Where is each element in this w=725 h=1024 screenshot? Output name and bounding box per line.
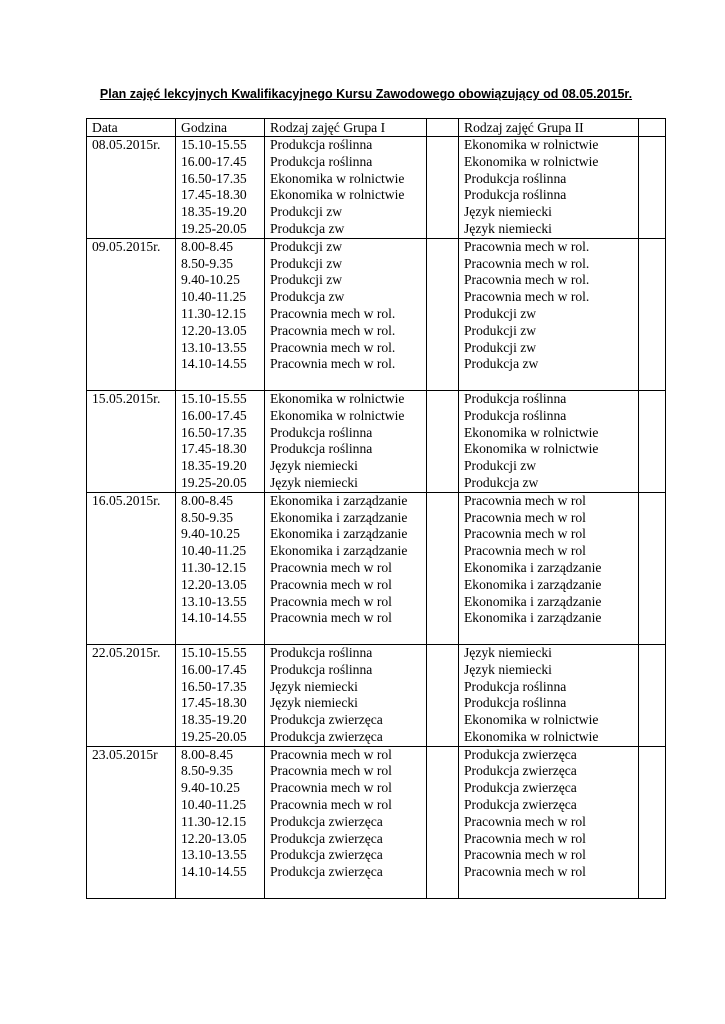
group1-class: Ekonomika i zarządzanie [270, 509, 408, 525]
day-times-cell [176, 644, 265, 746]
group2-class: Ekonomika w rolnictwie [464, 441, 599, 457]
day-date-cell [87, 492, 176, 644]
day-row [87, 746, 666, 898]
group2-class: Produkcji zw [464, 458, 537, 474]
time-slot: 17.45-18.30 [181, 695, 247, 711]
time-slot: 12.20-13.05 [181, 830, 247, 846]
group1-class: Produkcja zwierzęca [270, 712, 383, 728]
row-spacer [270, 627, 426, 644]
group1-class: Produkcja zwierzęca [270, 830, 383, 846]
day-blank-2 [639, 746, 666, 898]
time-slot: 11.30-12.15 [181, 305, 247, 321]
time-slot: 16.50-17.35 [181, 424, 247, 440]
time-slot: 19.25-20.05 [181, 728, 247, 744]
group2-class: Pracownia mech w rol [464, 847, 586, 863]
time-slot: 8.00-8.45 [181, 746, 234, 762]
time-slot: 10.40-11.25 [181, 797, 247, 813]
group1-class: Język niemiecki [270, 458, 358, 474]
group1-class: Ekonomika w rolnictwie [270, 407, 405, 423]
time-slot: 16.00-17.45 [181, 153, 247, 169]
group1-class: Produkcja zwierzęca [270, 847, 383, 863]
row-spacer [270, 373, 426, 390]
day-times-cell [176, 238, 265, 390]
group1-class: Ekonomika w rolnictwie [270, 187, 405, 203]
day-date-cell [87, 238, 176, 390]
group1-class: Pracownia mech w rol [270, 780, 392, 796]
group2-class: Pracownia mech w rol. [464, 255, 590, 271]
time-slot: 10.40-11.25 [181, 289, 247, 305]
time-slot: 17.45-18.30 [181, 187, 247, 203]
group2-class: Produkcja zwierzęca [464, 797, 577, 813]
group1-class: Język niemiecki [270, 474, 358, 490]
group1-class: Pracownia mech w rol. [270, 339, 396, 355]
day-times-cell [176, 137, 265, 239]
day-blank-2 [639, 238, 666, 390]
time-slot: 13.10-13.55 [181, 339, 247, 355]
group2-class: Język niemiecki [464, 204, 552, 220]
day-group2-cell [459, 137, 639, 239]
day-row [87, 238, 666, 390]
day-times-cell [176, 746, 265, 898]
header-group1: Rodzaj zajęć Grupa I [265, 119, 427, 137]
day-group1-cell [265, 492, 427, 644]
day-date: 16.05.2015r. [92, 492, 161, 508]
group2-class: Pracownia mech w rol [464, 813, 586, 829]
group1-class: Produkcji zw [270, 272, 343, 288]
group2-class: Produkcja roślinna [464, 407, 567, 423]
time-slot: 12.20-13.05 [181, 322, 247, 338]
group2-class: Produkcja roślinna [464, 187, 567, 203]
group2-class: Produkcja roślinna [464, 390, 567, 406]
time-slot: 16.00-17.45 [181, 661, 247, 677]
group2-class: Produkcja zwierzęca [464, 780, 577, 796]
group1-class: Produkcja roślinna [270, 424, 373, 440]
day-row [87, 390, 666, 492]
time-slot: 14.10-14.55 [181, 356, 247, 372]
time-slot: 14.10-14.55 [181, 864, 247, 880]
day-date-cell [87, 390, 176, 492]
time-slot: 15.10-15.55 [181, 137, 247, 152]
group1-class: Produkcji zw [270, 255, 343, 271]
day-times-cell [176, 492, 265, 644]
group1-class: Produkcja roślinna [270, 137, 373, 152]
day-group2-cell [459, 492, 639, 644]
group2-class: Pracownia mech w rol. [464, 238, 590, 254]
day-row [87, 137, 666, 239]
group1-class: Ekonomika i zarządzanie [270, 492, 408, 508]
day-date-cell [87, 644, 176, 746]
header-blank-1 [427, 119, 459, 137]
day-blank-1 [427, 238, 459, 390]
group2-class: Pracownia mech w rol [464, 509, 586, 525]
time-slot: 9.40-10.25 [181, 780, 240, 796]
page-title: Plan zajęć lekcyjnych Kwalifikacyjnego Kursu Zawodowego obowiązujący od 08.05.2015r. [99, 87, 633, 101]
day-group1-cell [265, 644, 427, 746]
day-group2-cell [459, 746, 639, 898]
time-slot: 19.25-20.05 [181, 474, 247, 490]
group2-class: Język niemiecki [464, 661, 552, 677]
time-slot: 17.45-18.30 [181, 441, 247, 457]
day-date-cell [87, 746, 176, 898]
group2-class: Ekonomika w rolnictwie [464, 712, 599, 728]
day-group2-cell [459, 644, 639, 746]
time-slot: 16.00-17.45 [181, 407, 247, 423]
group1-class: Produkcja roślinna [270, 644, 373, 660]
group1-class: Pracownia mech w rol [270, 576, 392, 592]
group2-class: Produkcja zw [464, 356, 539, 372]
row-spacer [464, 627, 638, 644]
time-slot: 13.10-13.55 [181, 593, 247, 609]
day-date-cell [87, 137, 176, 239]
time-slot: 8.00-8.45 [181, 238, 234, 254]
day-times-cell [176, 390, 265, 492]
row-spacer [464, 881, 638, 898]
group2-class: Ekonomika w rolnictwie [464, 728, 599, 744]
row-spacer [181, 881, 264, 898]
group2-class: Pracownia mech w rol [464, 830, 586, 846]
time-slot: 8.50-9.35 [181, 509, 234, 525]
day-group1-cell [265, 746, 427, 898]
group2-class: Produkcja zwierzęca [464, 746, 577, 762]
header-time: Godzina [176, 119, 265, 137]
group1-class: Pracownia mech w rol [270, 610, 392, 626]
time-slot: 15.10-15.55 [181, 390, 247, 406]
time-slot: 13.10-13.55 [181, 847, 247, 863]
day-blank-1 [427, 492, 459, 644]
day-blank-2 [639, 137, 666, 239]
group1-class: Pracownia mech w rol [270, 746, 392, 762]
group2-class: Pracownia mech w rol [464, 526, 586, 542]
group2-class: Ekonomika i zarządzanie [464, 593, 602, 609]
group1-class: Ekonomika i zarządzanie [270, 526, 408, 542]
day-blank-2 [639, 492, 666, 644]
group1-class: Pracownia mech w rol [270, 559, 392, 575]
row-spacer [181, 373, 264, 390]
group1-class: Pracownia mech w rol. [270, 322, 396, 338]
group2-class: Ekonomika i zarządzanie [464, 576, 602, 592]
time-slot: 9.40-10.25 [181, 272, 240, 288]
day-blank-2 [639, 390, 666, 492]
group2-class: Ekonomika w rolnictwie [464, 153, 599, 169]
group2-class: Produkcji zw [464, 339, 537, 355]
header-date: Data [87, 119, 176, 137]
group2-class: Ekonomika i zarządzanie [464, 610, 602, 626]
time-slot: 11.30-12.15 [181, 813, 247, 829]
day-group1-cell [265, 137, 427, 239]
group2-class: Produkcja roślinna [464, 695, 567, 711]
day-date: 23.05.2015r [92, 746, 158, 762]
group1-class: Ekonomika w rolnictwie [270, 390, 405, 406]
group1-class: Produkcja zw [270, 220, 345, 236]
group1-class: Produkcji zw [270, 204, 343, 220]
group1-class: Ekonomika w rolnictwie [270, 170, 405, 186]
group1-class: Pracownia mech w rol [270, 593, 392, 609]
group2-class: Język niemiecki [464, 644, 552, 660]
day-date: 22.05.2015r. [92, 644, 161, 660]
group1-class: Pracownia mech w rol. [270, 305, 396, 321]
day-blank-1 [427, 644, 459, 746]
group1-class: Produkcja zwierzęca [270, 728, 383, 744]
group1-class: Pracownia mech w rol [270, 763, 392, 779]
group1-class: Ekonomika i zarządzanie [270, 543, 408, 559]
time-slot: 8.50-9.35 [181, 255, 234, 271]
group2-class: Pracownia mech w rol [464, 543, 586, 559]
group2-class: Ekonomika w rolnictwie [464, 424, 599, 440]
day-date: 15.05.2015r. [92, 390, 161, 406]
group1-class: Język niemiecki [270, 695, 358, 711]
group1-class: Produkcja roślinna [270, 441, 373, 457]
group1-class: Produkcja roślinna [270, 661, 373, 677]
day-date: 09.05.2015r. [92, 238, 161, 254]
time-slot: 11.30-12.15 [181, 559, 247, 575]
group1-class: Pracownia mech w rol. [270, 356, 396, 372]
group1-class: Produkcja roślinna [270, 153, 373, 169]
group2-class: Język niemiecki [464, 220, 552, 236]
day-row [87, 492, 666, 644]
time-slot: 8.00-8.45 [181, 492, 234, 508]
time-slot: 15.10-15.55 [181, 644, 247, 660]
day-blank-1 [427, 390, 459, 492]
row-spacer [464, 373, 638, 390]
header-blank-2 [639, 119, 666, 137]
time-slot: 18.35-19.20 [181, 204, 247, 220]
time-slot: 14.10-14.55 [181, 610, 247, 626]
group1-class: Język niemiecki [270, 678, 358, 694]
group1-class: Produkcji zw [270, 238, 343, 254]
time-slot: 18.35-19.20 [181, 458, 247, 474]
time-slot: 18.35-19.20 [181, 712, 247, 728]
day-group1-cell [265, 390, 427, 492]
group2-class: Produkcja roślinna [464, 678, 567, 694]
group2-class: Pracownia mech w rol. [464, 272, 590, 288]
group2-class: Ekonomika i zarządzanie [464, 559, 602, 575]
day-row [87, 644, 666, 746]
group2-class: Produkcji zw [464, 305, 537, 321]
group2-class: Produkcja zw [464, 474, 539, 490]
day-group2-cell [459, 390, 639, 492]
time-slot: 9.40-10.25 [181, 526, 240, 542]
schedule-table [86, 118, 666, 899]
group2-class: Produkcji zw [464, 322, 537, 338]
day-date: 08.05.2015r. [92, 137, 161, 152]
row-spacer [270, 881, 426, 898]
day-group2-cell [459, 238, 639, 390]
group1-class: Produkcja zwierzęca [270, 813, 383, 829]
day-blank-1 [427, 137, 459, 239]
group1-class: Pracownia mech w rol [270, 797, 392, 813]
time-slot: 10.40-11.25 [181, 543, 247, 559]
group2-class: Pracownia mech w rol. [464, 289, 590, 305]
day-blank-2 [639, 644, 666, 746]
time-slot: 12.20-13.05 [181, 576, 247, 592]
group1-class: Produkcja zw [270, 289, 345, 305]
time-slot: 16.50-17.35 [181, 170, 247, 186]
group2-class: Ekonomika w rolnictwie [464, 137, 599, 152]
row-spacer [181, 627, 264, 644]
header-group2: Rodzaj zajęć Grupa II [459, 119, 639, 137]
time-slot: 16.50-17.35 [181, 678, 247, 694]
group1-class: Produkcja zwierzęca [270, 864, 383, 880]
group2-class: Pracownia mech w rol [464, 864, 586, 880]
group2-class: Pracownia mech w rol [464, 492, 586, 508]
day-group1-cell [265, 238, 427, 390]
time-slot: 8.50-9.35 [181, 763, 234, 779]
group2-class: Produkcja roślinna [464, 170, 567, 186]
group2-class: Produkcja zwierzęca [464, 763, 577, 779]
day-blank-1 [427, 746, 459, 898]
time-slot: 19.25-20.05 [181, 220, 247, 236]
schedule-body [87, 119, 666, 899]
header-row [87, 119, 666, 137]
